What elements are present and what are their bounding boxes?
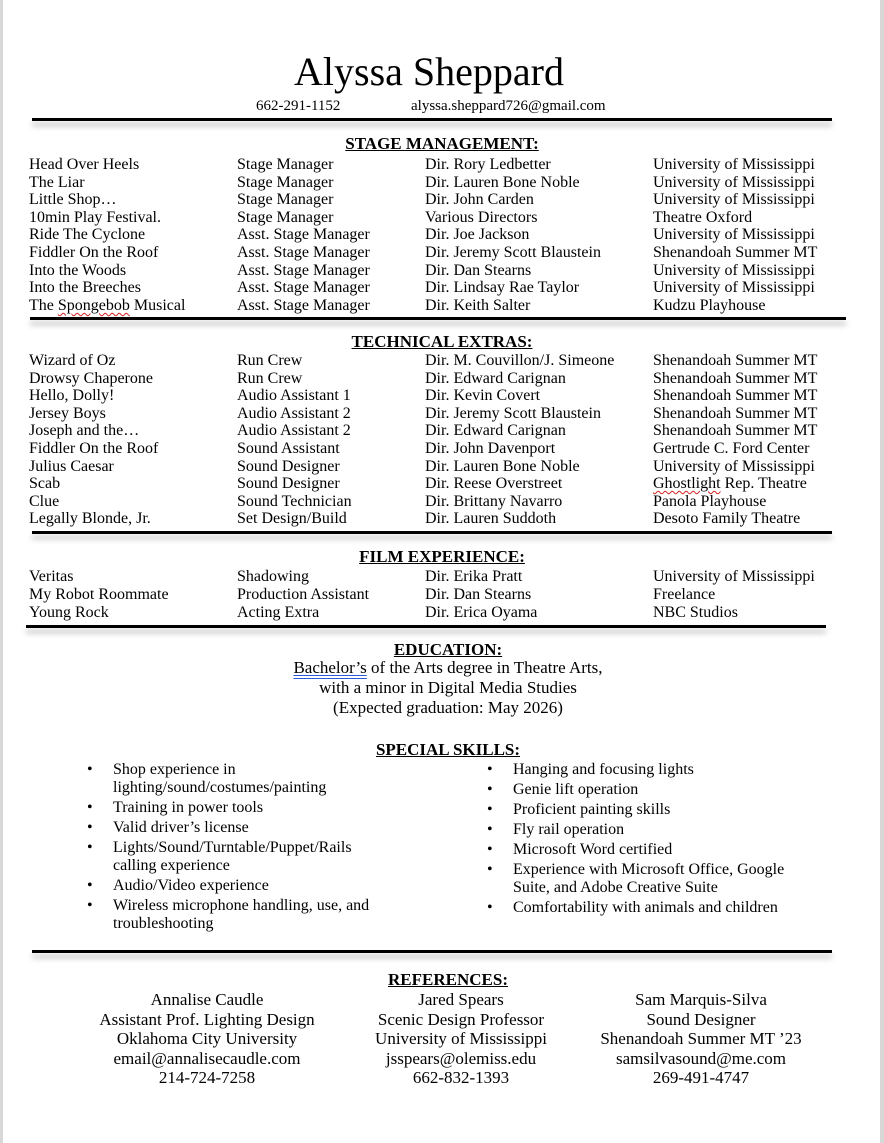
header-divider — [32, 118, 832, 121]
credit-venue: Shenandoah Summer MT — [653, 244, 818, 261]
reference-name: Jared Spears — [418, 990, 504, 1009]
credit-role: Asst. Stage Manager — [237, 296, 370, 314]
section-heading-special-skills: SPECIAL SKILLS: — [375, 740, 521, 759]
reference-org: University of Mississippi — [375, 1029, 547, 1048]
credit-director: Dir. Erica Oyama — [425, 604, 538, 621]
credit-title: Fiddler On the Roof — [29, 440, 159, 457]
skill-item — [87, 761, 467, 797]
credit-row — [0, 405, 884, 423]
credit-title: Veritas — [29, 568, 74, 585]
credit-title: Legally Blonde, Jr. — [29, 510, 151, 528]
skill-item — [487, 801, 847, 819]
skill-text: troubleshooting — [113, 915, 214, 932]
credit-role: Shadowing — [237, 568, 309, 585]
credit-role: Stage Manager — [237, 156, 334, 173]
credit-director: Dir. Kevin Covert — [425, 387, 541, 405]
credit-title: Scab — [29, 475, 61, 493]
credit-row — [0, 297, 884, 315]
credit-role: Asst. Stage Manager — [237, 226, 370, 244]
section-heading-references: REFERENCES: — [388, 970, 508, 989]
credit-title: Fiddler On the Roof — [29, 244, 159, 261]
credit-role: Audio Assistant 2 — [237, 404, 351, 422]
credit-title: Jersey Boys — [29, 404, 106, 422]
credit-director: Dir. Lauren Bone Noble — [425, 173, 580, 191]
credit-venue: Shenandoah Summer MT — [653, 369, 818, 387]
credit-director: Dir. Lauren Bone Noble — [425, 457, 580, 475]
credit-venue: Shenandoah Summer MT — [653, 352, 818, 369]
credit-director: Dir. Jeremy Scott Blaustein — [425, 404, 601, 422]
credit-role: Sound Assistant — [237, 440, 340, 457]
credit-director: Dir. Edward Carignan — [425, 422, 566, 440]
credit-role: Asst. Stage Manager — [237, 279, 370, 297]
credit-title: The Spongebob Musical — [29, 296, 186, 314]
skills-left-list — [87, 761, 467, 935]
credit-director: Dir. Joe Jackson — [425, 226, 530, 244]
reference-email: email@annalisecaudle.com — [113, 1048, 301, 1068]
skill-text: • Microsoft Word certified — [513, 841, 673, 858]
credit-role: Stage Manager — [237, 173, 334, 191]
credit-role: Sound Designer — [237, 457, 340, 475]
credit-title: My Robot Roommate — [29, 586, 169, 603]
skill-item — [487, 821, 847, 839]
section-heading-technical-extras: TECHNICAL EXTRAS: — [351, 332, 533, 351]
credit-role: Sound Technician — [237, 492, 352, 510]
credit-venue: University of Mississippi — [653, 173, 815, 191]
credit-venue: University of Mississippi — [653, 226, 815, 244]
reference-1 — [67, 990, 347, 1088]
credit-row — [0, 568, 884, 586]
credit-role: Stage Manager — [237, 191, 334, 209]
credit-venue: Ghostlight Rep. Theatre — [653, 475, 807, 493]
credit-row — [0, 510, 884, 528]
reference-title: Scenic Design Professor — [377, 1009, 545, 1029]
credit-title: Head Over Heels — [29, 156, 140, 173]
skill-text: • Hanging and focusing lights — [513, 761, 694, 778]
credit-venue: Shenandoah Summer MT — [653, 387, 818, 405]
skill-text: Suite, and Adobe Creative Suite — [513, 879, 718, 896]
skill-text: • Comfortability with animals and children — [513, 899, 778, 916]
skill-text: • Genie lift operation — [513, 781, 639, 798]
skills-divider — [32, 950, 832, 953]
credit-row — [0, 156, 884, 174]
reference-email: samsilvasound@me.com — [615, 1048, 787, 1068]
resume-name: Alyssa Sheppard — [294, 49, 564, 94]
credit-row — [0, 370, 884, 388]
credit-title: Drowsy Chaperone — [29, 369, 153, 387]
credit-director: Dir. Erika Pratt — [425, 568, 523, 585]
credit-title: Little Shop… — [29, 191, 117, 209]
credit-director: Dir. Edward Carignan — [425, 369, 566, 387]
stage-management-divider — [30, 317, 846, 320]
credit-venue: University of Mississippi — [653, 279, 815, 297]
credit-row — [0, 174, 884, 192]
reference-phone: 269-491-4747 — [652, 1068, 750, 1087]
credit-director: Dir. Dan Stearns — [425, 261, 532, 279]
credit-role: Stage Manager — [237, 208, 334, 226]
credit-director: Various Directors — [425, 208, 538, 226]
credit-director: Dir. Jeremy Scott Blaustein — [425, 244, 601, 261]
credit-title: Young Rock — [29, 604, 109, 621]
credit-venue: University of Mississippi — [653, 156, 815, 173]
credit-row — [0, 586, 884, 604]
credit-role: Production Assistant — [237, 586, 370, 603]
credit-row — [0, 440, 884, 458]
credit-venue: NBC Studios — [653, 604, 738, 621]
credit-title: Hello, Dolly! — [29, 387, 115, 405]
credit-row — [0, 262, 884, 280]
skill-text: • Proficient painting skills — [513, 801, 671, 818]
skill-item — [87, 877, 467, 895]
credit-role: Set Design/Build — [237, 510, 347, 528]
credit-director: Dir. John Davenport — [425, 440, 556, 457]
credit-director: Dir. Lauren Suddoth — [425, 510, 557, 528]
credit-row — [0, 191, 884, 209]
credit-title: The Liar — [29, 173, 85, 191]
education-graduation: (Expected graduation: May 2026) — [333, 698, 563, 717]
credit-director: Dir. Brittany Navarro — [425, 492, 563, 510]
credit-director: Dir. Dan Stearns — [425, 586, 532, 603]
education-minor: with a minor in Digital Media Studies — [319, 678, 577, 697]
technical-extras-divider — [32, 531, 832, 534]
skill-item — [487, 761, 847, 779]
credit-director: Dir. John Carden — [425, 191, 534, 209]
skill-text: • Training in power tools — [113, 799, 264, 816]
credit-role: Acting Extra — [237, 604, 320, 621]
credit-venue: Kudzu Playhouse — [653, 296, 766, 314]
credit-venue: Freelance — [653, 586, 716, 603]
credit-row — [0, 279, 884, 297]
credit-venue: Shenandoah Summer MT — [653, 404, 818, 422]
reference-phone: 662-832-1393 — [412, 1068, 510, 1087]
skill-text: • Valid driver’s license — [113, 819, 249, 836]
education-degree-rest: of the Arts degree in Theatre Arts, — [366, 658, 603, 677]
credit-title: Into the Woods — [29, 261, 127, 279]
credit-venue: Gertrude C. Ford Center — [653, 440, 810, 457]
skill-text: • Fly rail operation — [513, 821, 625, 838]
credit-row — [0, 475, 884, 493]
credit-row — [0, 604, 884, 622]
reference-title: Assistant Prof. Lighting Design — [99, 1009, 315, 1029]
film-experience-divider — [26, 625, 826, 628]
skill-text: • Wireless microphone handling, use, and — [113, 897, 370, 914]
credit-title: Wizard of Oz — [29, 352, 116, 369]
credit-title: Into the Breeches — [29, 279, 141, 297]
credit-row — [0, 226, 884, 244]
credit-venue: University of Mississippi — [653, 261, 815, 279]
reference-name: Annalise Caudle — [150, 990, 264, 1009]
education-degree — [0, 658, 884, 678]
credit-venue: Desoto Family Theatre — [653, 510, 801, 528]
credit-venue: University of Mississippi — [653, 568, 815, 585]
reference-3 — [561, 990, 841, 1088]
credit-venue: Shenandoah Summer MT — [653, 422, 818, 440]
skill-item — [87, 819, 467, 837]
education-degree-word: Bachelor’s — [293, 658, 367, 677]
reference-org: Oklahoma City University — [116, 1029, 298, 1048]
credit-row — [0, 458, 884, 476]
credit-row — [0, 387, 884, 405]
credit-director: Dir. Rory Ledbetter — [425, 156, 551, 173]
skill-text: calling experience — [113, 857, 230, 874]
credit-role: Asst. Stage Manager — [237, 261, 370, 279]
skills-right-list — [487, 761, 847, 919]
section-heading-film-experience: FILM EXPERIENCE: — [359, 547, 525, 566]
skill-text: • Shop experience in — [113, 761, 236, 778]
credit-title: 10min Play Festival. — [29, 208, 161, 226]
contact-email: alyssa.sheppard726@gmail.com — [411, 98, 606, 114]
credit-row — [0, 209, 884, 227]
credit-role: Audio Assistant 1 — [237, 387, 351, 405]
skill-item — [487, 899, 847, 917]
credit-venue: University of Mississippi — [653, 191, 815, 209]
credit-row — [0, 352, 884, 370]
skill-text: • Audio/Video experience — [113, 877, 269, 894]
skill-text: • Lights/Sound/Turntable/Puppet/Rails — [113, 839, 352, 856]
credit-role: Sound Designer — [237, 475, 340, 493]
reference-phone: 214-724-7258 — [158, 1068, 256, 1087]
credit-title: Julius Caesar — [29, 457, 114, 475]
credit-director: Dir. Keith Salter — [425, 296, 531, 314]
credit-role: Audio Assistant 2 — [237, 422, 351, 440]
contact-phone: 662-291-1152 — [256, 98, 341, 114]
credit-director: Dir. M. Couvillon/J. Simeone — [425, 352, 615, 369]
credit-title: Clue — [29, 492, 60, 510]
credit-row — [0, 493, 884, 511]
skill-item — [87, 799, 467, 817]
skill-item — [487, 781, 847, 799]
skill-item — [487, 841, 847, 859]
credit-row — [0, 422, 884, 440]
skill-item — [87, 839, 467, 875]
credit-title: Joseph and the… — [29, 422, 140, 440]
credit-role: Run Crew — [237, 369, 303, 387]
reference-name: Sam Marquis-Silva — [635, 990, 767, 1009]
skill-item — [487, 861, 847, 897]
reference-email: jsspears@olemiss.edu — [385, 1048, 537, 1068]
credit-title: Ride The Cyclone — [29, 226, 146, 244]
skill-item — [87, 897, 467, 933]
skill-text: • Experience with Microsoft Office, Google — [513, 861, 785, 878]
skill-text: lighting/sound/costumes/painting — [113, 779, 327, 796]
credit-venue: Panola Playhouse — [653, 492, 767, 510]
credit-role: Asst. Stage Manager — [237, 244, 370, 261]
section-heading-education: EDUCATION: — [393, 640, 503, 659]
credit-venue: Theatre Oxford — [653, 208, 753, 226]
credit-director: Dir. Reese Overstreet — [425, 475, 563, 493]
credit-director: Dir. Lindsay Rae Taylor — [425, 279, 580, 297]
reference-title: Sound Designer — [646, 1009, 756, 1029]
reference-2 — [321, 990, 601, 1088]
credit-row — [0, 244, 884, 262]
reference-org: Shenandoah Summer MT ’23 — [600, 1029, 802, 1048]
credit-venue: University of Mississippi — [653, 457, 815, 475]
credit-role: Run Crew — [237, 352, 303, 369]
section-heading-stage-management: STAGE MANAGEMENT: — [345, 134, 539, 153]
